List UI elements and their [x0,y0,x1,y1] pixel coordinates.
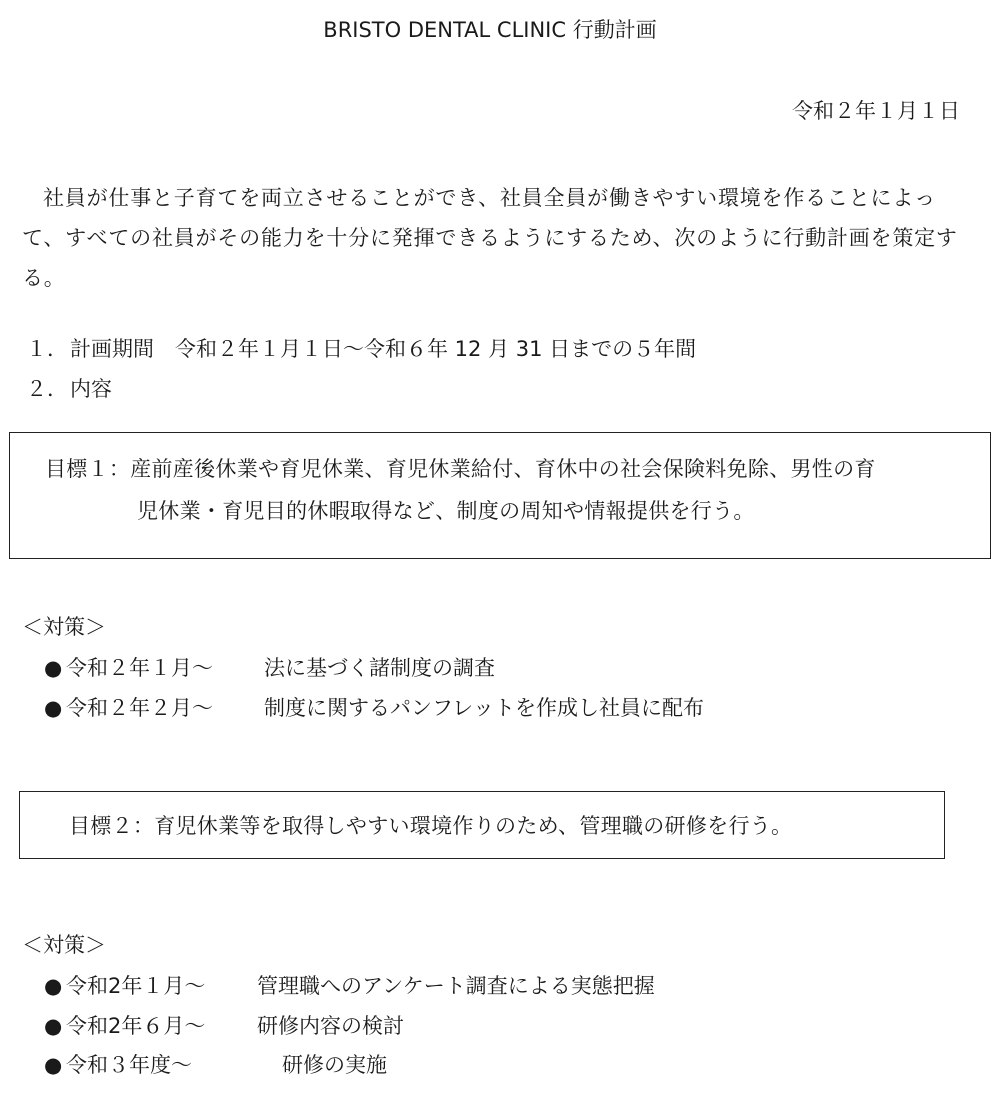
measure-date: 令和２年１月～ [66,656,213,680]
measure-date: 令和2年６月～ [66,1014,206,1038]
goal-1-text-1: 産前産後休業や育児休業、育児休業給付、育休中の社会保険料免除、男性の育 [130,457,876,481]
measure-2-row-3 [44,1055,387,1076]
measure-text: 制度に関するパンフレットを作成し社員に配布 [264,696,704,720]
bullet-icon: ● [44,974,63,998]
goal-1-line-1 [45,459,876,480]
measure-text: 研修の実施 [282,1053,387,1077]
item-text: 内容 [70,377,112,401]
intro-paragraph: 社員が仕事と子育てを両立させることができ、社員全員が働きやすい環境を作ることによって、すべての社員がその能力を十分に発揮できるようにするため、次のように行動計画を策定する。 [22,186,958,290]
item-text: 計画期間 令和２年１月１日～令和６年 12 月 31 日までの５年間 [70,337,697,361]
item-number: １． [26,337,68,361]
item-number: ２． [26,377,68,401]
goal-1-box [9,432,991,559]
bullet-icon: ● [44,656,63,680]
measure-text: 管理職へのアンケート調査による実態把握 [257,974,655,998]
goal-2-box [19,791,945,859]
goal-2-text: 育児休業等を取得しやすい環境作りのため、管理職の研修を行う。 [154,814,793,838]
measure-date: 令和２年２月～ [66,696,213,720]
measure-text: 研修内容の検討 [257,1014,404,1038]
goal-1-text-2: 児休業・育児目的休暇取得など、制度の周知や情報提供を行う。 [137,499,755,523]
measure-2-row-2 [44,1016,404,1037]
goal-2-label: 目標２： [69,814,155,838]
measure-1-row-1 [44,658,495,679]
contents-item [26,379,112,400]
measure-date: 令和2年１月～ [66,974,206,998]
measure-1-row-2 [44,698,704,719]
plan-period-item [26,339,696,360]
document-date: 令和２年１月１日 [792,99,960,123]
measures-2-heading: ＜対策＞ [22,933,106,957]
measure-2-row-1 [44,976,655,997]
measure-date: 令和３年度～ [66,1053,192,1077]
bullet-icon: ● [44,1053,63,1077]
measures-1-heading: ＜対策＞ [22,615,106,639]
measure-text: 法に基づく諸制度の調査 [264,656,495,680]
goal-1-label: 目標１： [45,457,131,481]
goal-2-line [69,816,792,837]
document-title: BRISTO DENTAL CLINIC 行動計画 [323,18,657,42]
bullet-icon: ● [44,1014,63,1038]
bullet-icon: ● [44,696,63,720]
